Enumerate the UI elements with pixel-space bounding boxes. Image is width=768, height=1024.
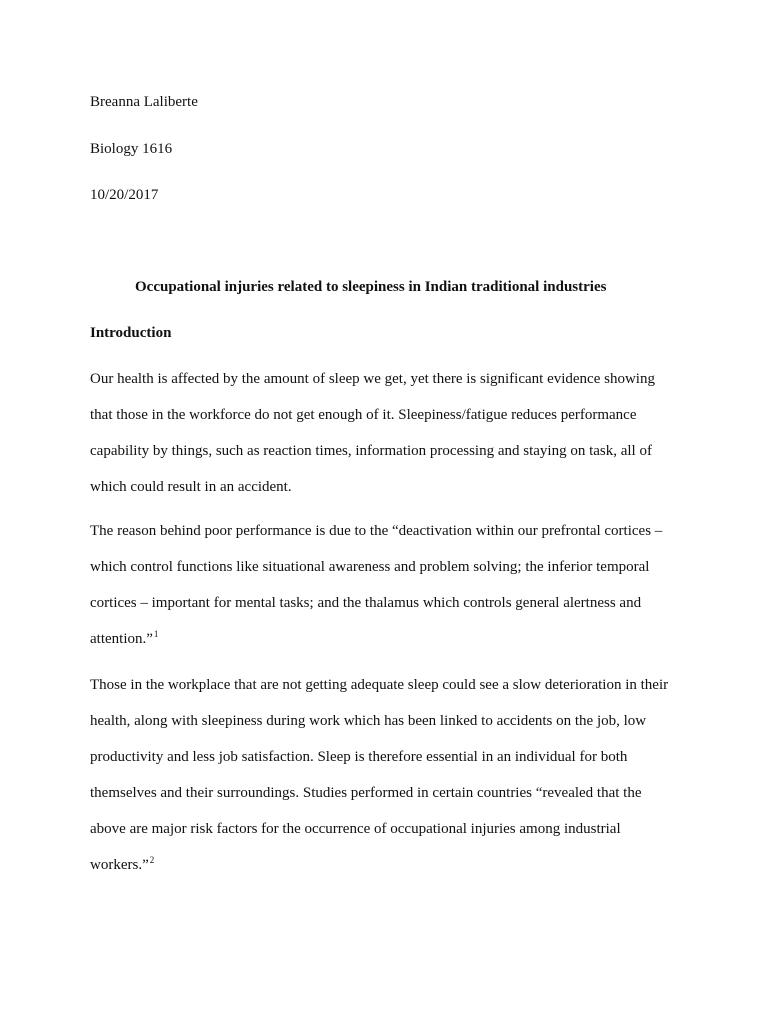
course-name: Biology 1616 xyxy=(90,141,173,157)
paragraph-1-line-2: that those in the workforce do not get enough of it. Sleepiness/fatigue reduces performance xyxy=(90,407,637,423)
paragraph-2-line-1: The reason behind poor performance is due to the “deactivation within our prefrontal cortices – xyxy=(90,523,663,539)
paragraph-2-line-4-text: attention.” xyxy=(90,631,153,647)
author-name: Breanna Laliberte xyxy=(90,94,198,110)
paragraph-3-line-6-text: workers.” xyxy=(90,857,149,873)
paragraph-2-line-4 xyxy=(90,630,158,648)
paragraph-1-line-1: Our health is affected by the amount of sleep we get, yet there is significant evidence showing xyxy=(90,371,655,387)
paragraph-1-line-4: which could result in an accident. xyxy=(90,479,292,495)
paragraph-3-line-3: productivity and less job satisfaction. Sleep is therefore essential in an individual for both xyxy=(90,749,628,765)
document-date: 10/20/2017 xyxy=(90,187,159,203)
paragraph-3-line-1: Those in the workplace that are not getting adequate sleep could see a slow deterioration in their xyxy=(90,677,669,693)
section-heading: Introduction xyxy=(90,325,172,341)
paragraph-3-line-6 xyxy=(90,856,154,874)
footnote-ref-2: 2 xyxy=(149,855,155,865)
paragraph-2-line-3: cortices – important for mental tasks; and the thalamus which controls general alertness and xyxy=(90,595,642,611)
paragraph-1-line-3: capability by things, such as reaction times, information processing and staying on task, all of xyxy=(90,443,652,459)
paragraph-3-line-2: health, along with sleepiness during work which has been linked to accidents on the job, low xyxy=(90,713,647,729)
paragraph-2-line-2: which control functions like situational awareness and problem solving; the inferior temporal xyxy=(90,559,650,575)
footnote-ref-1: 1 xyxy=(153,629,159,639)
paragraph-3-line-5: above are major risk factors for the occurrence of occupational injuries among industrial xyxy=(90,821,621,837)
document-title: Occupational injuries related to sleepiness in Indian traditional industries xyxy=(135,279,607,295)
paragraph-3-line-4: themselves and their surroundings. Studies performed in certain countries “revealed that the xyxy=(90,785,642,801)
